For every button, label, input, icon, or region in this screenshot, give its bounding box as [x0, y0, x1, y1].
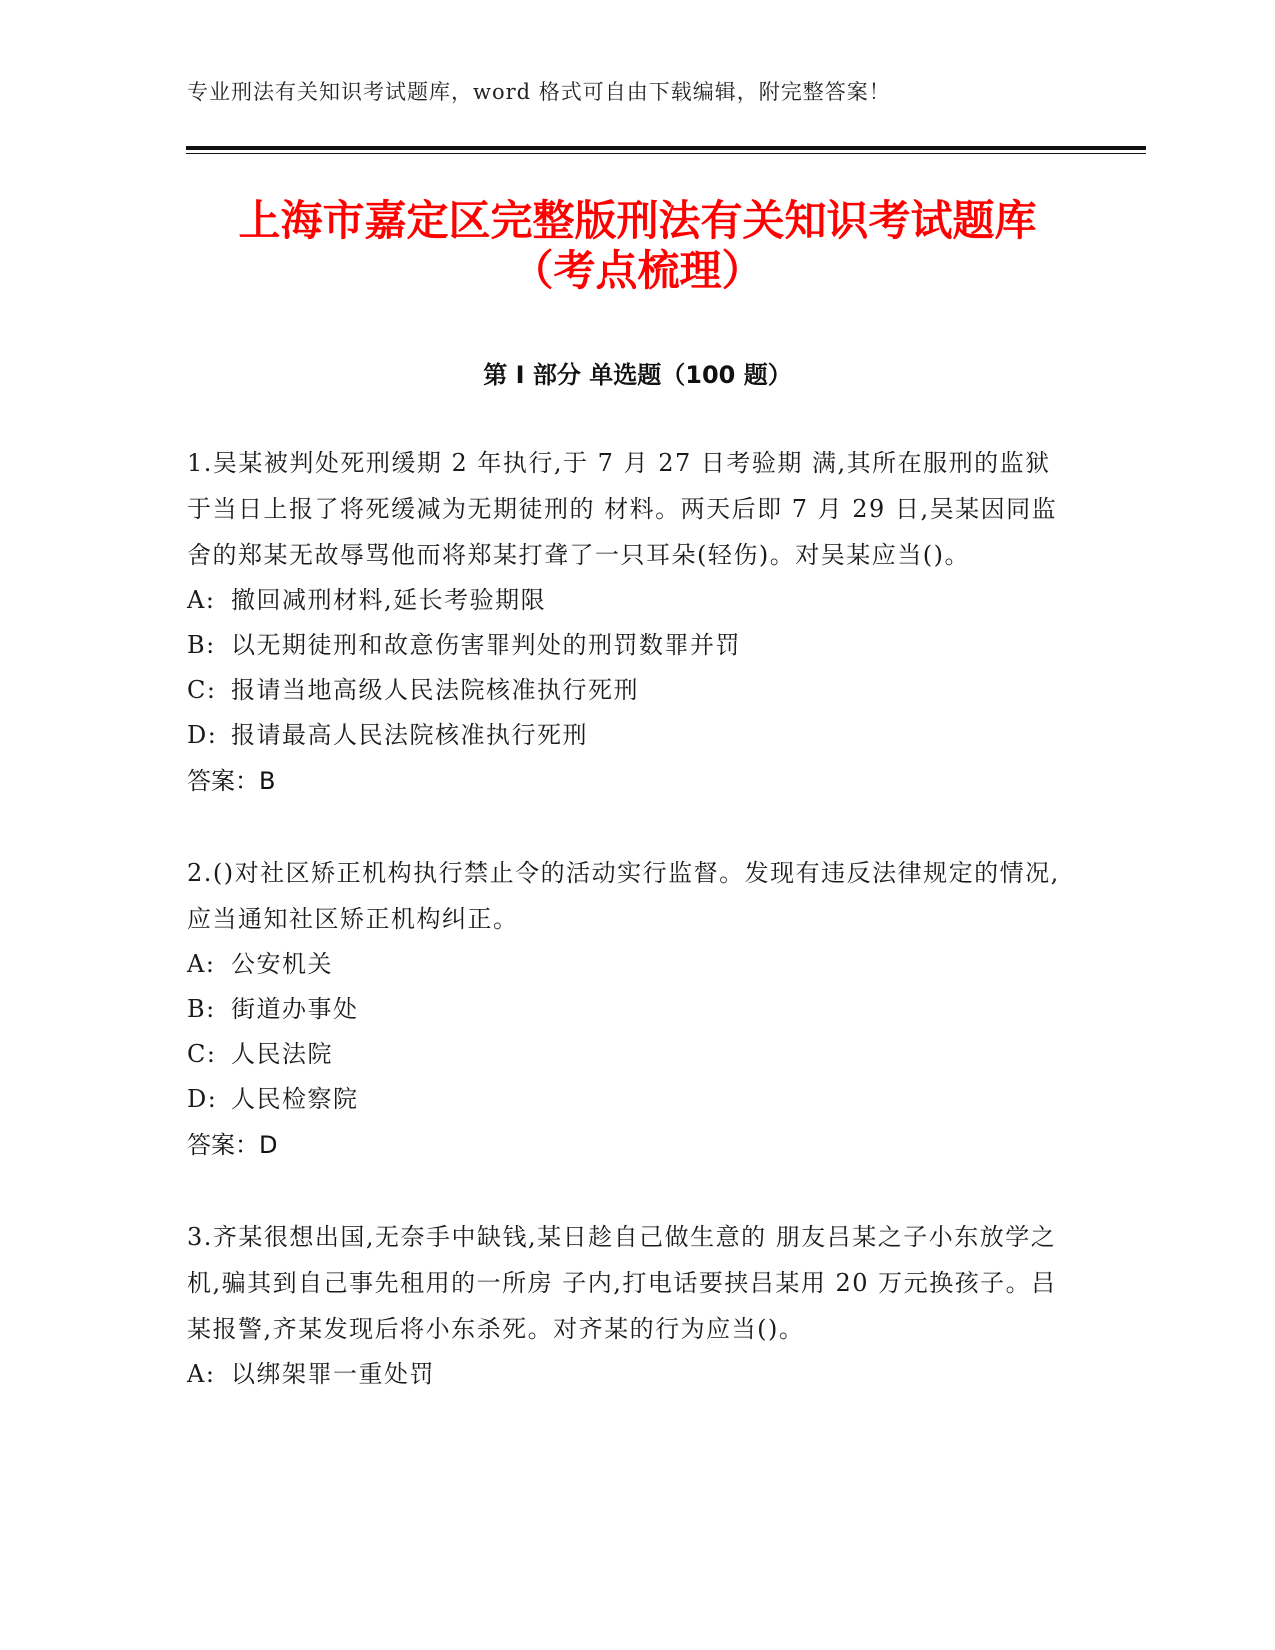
question-text: 3.齐某很想出国,无奈手中缺钱,某日趁自己做生意的 朋友吕某之子小东放学之机,骗其到自己事先租用的一所房 子内,打电话要挟吕某用 20 万元换孩子。吕某报警,齐某发现后将小东杀死。对齐某的行为应当()。	[187, 1223, 1057, 1343]
question-2	[187, 850, 1067, 1168]
option-text: 人民检察院	[231, 1085, 359, 1113]
answer-line: 答案：D	[187, 1131, 278, 1159]
header-rule-thick	[186, 146, 1146, 150]
option-b	[187, 623, 1067, 668]
option-a	[187, 942, 1067, 987]
answer-line: 答案：B	[187, 767, 276, 795]
section-title: 第 I 部分 单选题（100 题）	[483, 361, 792, 389]
option-key: A:	[187, 1360, 216, 1388]
question-3	[187, 1214, 1067, 1397]
question-text: 1.吴某被判处死刑缓期 2 年执行,于 7 月 27 日考验期 满,其所在服刑的监狱于当日上报了将死缓减为无期徒刑的 材料。两天后即 7 月 29 日,吴某因同监舍的郑某无故辱骂他而将郑某打聋了一只耳朵(轻伤)。对吴某应当()。	[187, 449, 1058, 569]
question-text: 2.()对社区矫正机构执行禁止令的活动实行监督。发现有违反法律规定的情况,应当通知社区矫正机构纠正。	[187, 859, 1060, 933]
title-line-1: 上海市嘉定区完整版刑法有关知识考试题库	[238, 196, 1037, 245]
option-text: 公安机关	[231, 950, 333, 978]
document-title	[0, 196, 1275, 296]
option-text: 人民法院	[231, 1040, 333, 1068]
option-d	[187, 1077, 1067, 1122]
option-c	[187, 668, 1067, 713]
option-key: A:	[187, 950, 216, 978]
option-text: 报请最高人民法院核准执行死刑	[231, 721, 588, 749]
option-key: A:	[187, 586, 216, 614]
header-note: 专业刑法有关知识考试题库，word 格式可自由下载编辑，附完整答案！	[187, 80, 891, 104]
option-key: C:	[187, 676, 217, 704]
option-a	[187, 1352, 1067, 1397]
header-rule-thin	[186, 153, 1146, 154]
option-b	[187, 987, 1067, 1032]
option-key: D:	[187, 1085, 218, 1113]
option-text: 街道办事处	[231, 995, 359, 1023]
option-text: 以无期徒刑和故意伤害罪判处的刑罚数罪并罚	[231, 631, 741, 659]
question-list	[187, 440, 1067, 1443]
question-1	[187, 440, 1067, 804]
option-text: 报请当地高级人民法院核准执行死刑	[231, 676, 639, 704]
option-key: D:	[187, 721, 218, 749]
option-key: B:	[187, 631, 216, 659]
option-d	[187, 713, 1067, 758]
option-text: 以绑架罪一重处罚	[231, 1360, 435, 1388]
title-line-2: （考点梳理）	[511, 246, 764, 295]
option-key: B:	[187, 995, 216, 1023]
option-a	[187, 578, 1067, 623]
option-text: 撤回减刑材料,延长考验期限	[231, 586, 547, 614]
option-key: C:	[187, 1040, 217, 1068]
option-c	[187, 1032, 1067, 1077]
